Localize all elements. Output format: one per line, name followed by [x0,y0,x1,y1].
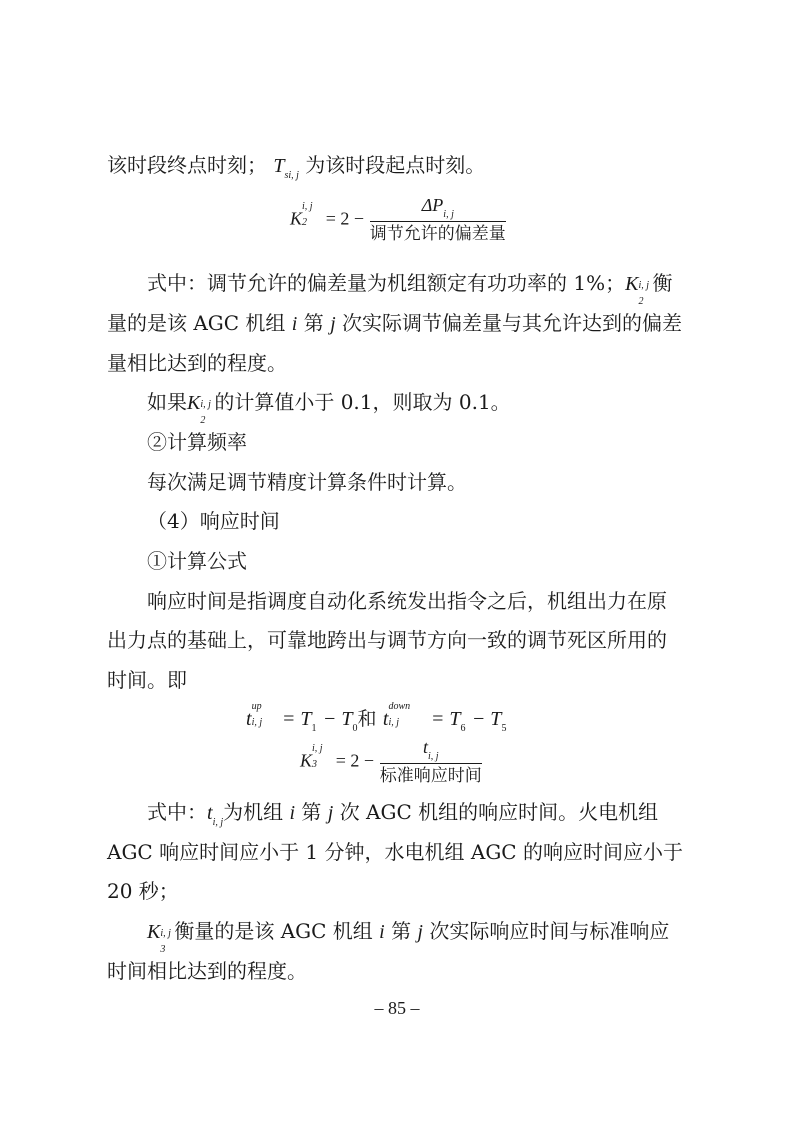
text-segment: 该时段终点时刻； [107,153,267,177]
section-heading: （4）响应时间 [147,509,280,533]
fraction: $\frac{t_{i, j}}{\text{标准响应时间}}$ [379,737,482,786]
text-line: 量相比达到的程度。 [107,351,287,375]
text-line: 响应时间是指调度自动化系统发出指令之后，机组出力在原 [147,589,667,613]
text-line: AGC 响应时间应小于 1 分钟，水电机组 AGC 的响应时间应小于 [107,840,683,864]
text-segment: 为该时段起点时刻。 [305,153,486,177]
text-line: 20 秒； [107,879,179,903]
text-line: K i, j 3 衡量的是该 AGC 机组 i 第 j 次实际响应时间与标准响应 [147,919,670,955]
text-line: 量的是该 AGC 机组 i 第 j 次实际调节偏差量与其允许达到的偏差 [107,311,682,335]
text-line: 式中：调节允许的偏差量为机组额定有功功率的 1%；K i, j 2 衡 [147,271,673,307]
text-line: 如果K i, j 2 的计算值小于 0.1，则取为 0.1。 [147,390,511,426]
text-line: ①计算公式 [147,549,247,573]
equation-k2: K i, j 2 = 2 − $\frac{\Delta P_{i, j}}{\text{调节允许的偏差量}}$ [290,195,506,244]
text-line [107,145,693,190]
page-number: – 85 – [374,998,420,1018]
fraction: $\frac{\Delta P_{i, j}}{\text{调节允许的偏差量}}$ [369,195,506,244]
equation-k3: K i, j 3 = 2 − $\frac{t_{i, j}}{\text{标准响应时间}}$ [300,737,482,786]
text-line: 出力点的基础上，可靠地跨出与调节方向一致的调节死区所用的 [107,628,667,652]
text-line: 时间相比达到的程度。 [107,959,307,983]
text-line: 每次满足调节精度计算条件时计算。 [147,470,467,494]
text-line: 式中：$t_{i, j}$为机组 i 第 j 次 AGC 机组的响应时间。火电机组 [147,800,659,828]
symbol-T: $T_{si, j}$ [273,155,299,181]
text-line: ②计算频率 [147,430,247,454]
equation-response-time: t up i, j = $T_1 - T_0$和 t down i, j = $T_6 - T_5$ [246,701,507,734]
text-line: 时间。即 [107,668,187,692]
